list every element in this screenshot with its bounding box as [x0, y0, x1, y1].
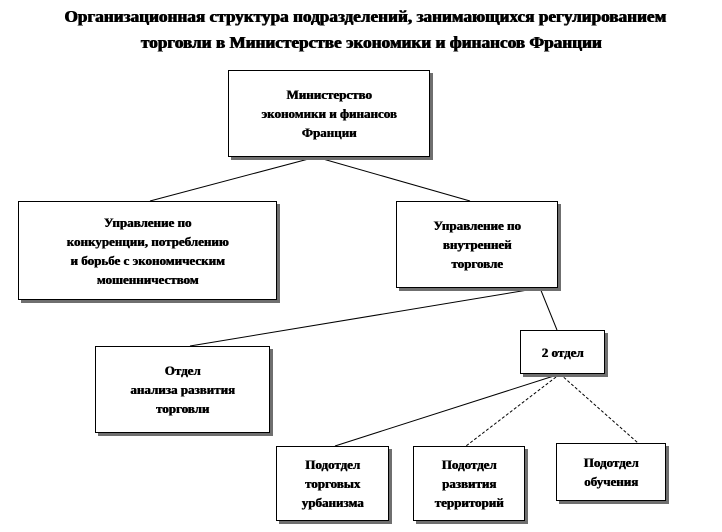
node-subdept-training-label: Подотдел обучения: [583, 455, 639, 489]
connector-second-dept-to-territories: [466, 374, 560, 446]
connector-ministry-to-competition: [150, 157, 316, 201]
node-second-dept-label: 2 отдел: [541, 344, 584, 360]
node-subdept-training: [556, 443, 666, 501]
node-second-dept: [520, 330, 605, 374]
node-subdept-territories: [413, 446, 525, 521]
connector-second-dept-to-urbanism: [335, 374, 560, 446]
node-ministry-label: Министерство экономики и финансов Франции: [261, 87, 397, 140]
connector-internal-trade-to-second-dept: [540, 288, 557, 330]
connector-ministry-to-internal-trade: [316, 157, 470, 201]
connector-second-dept-to-training: [560, 374, 638, 443]
node-ministry: [228, 70, 430, 157]
diagram-title-line-1: Организационная структура подразделений, занимающихся регулированием: [64, 7, 666, 26]
node-subdept-urbanism-label: Подотдел торговых урбанизма: [301, 457, 364, 510]
node-competition-directorate: [18, 201, 277, 300]
node-internal-trade-directorate-label: Управление по внутренней торговле: [433, 218, 521, 271]
node-internal-trade-directorate: [396, 201, 558, 288]
node-trade-development-dept-label: Отдел анализа развития торговли: [130, 363, 235, 416]
node-subdept-territories-label: Подотдел развития территорий: [434, 457, 504, 510]
node-trade-development-dept: [95, 346, 270, 433]
diagram-title-line-2: торговли в Министерстве экономики и финансов Франции: [140, 33, 602, 52]
node-competition-directorate-label: Управление по конкуренции, потреблению и борьбе с экономическим мошенничеством: [66, 214, 229, 287]
node-subdept-urbanism: [276, 446, 389, 521]
